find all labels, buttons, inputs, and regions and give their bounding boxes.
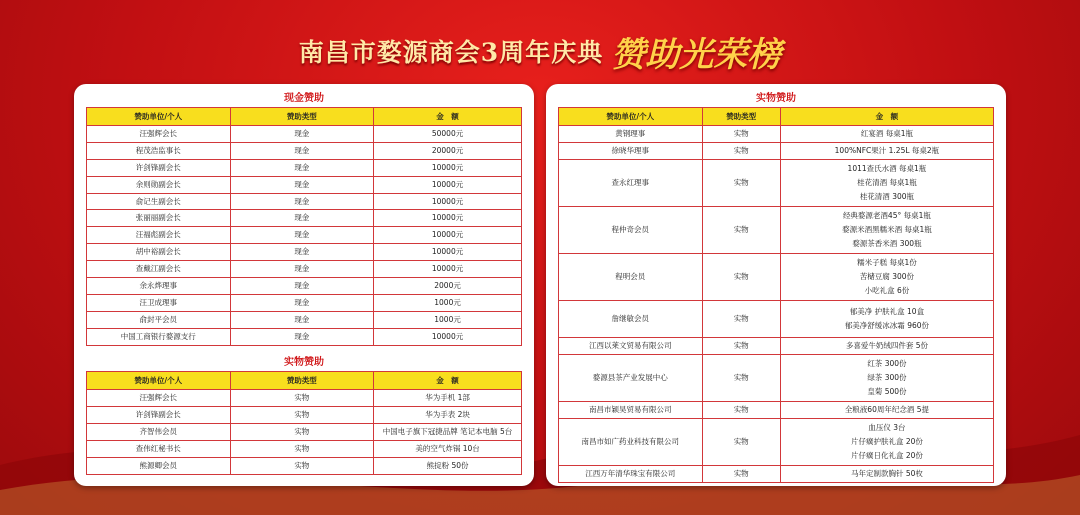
table-row bbox=[559, 419, 994, 466]
cell-type: 实物 bbox=[702, 160, 780, 207]
table-row bbox=[559, 207, 994, 254]
cell-sponsor: 南昌市如广药业科技有限公司 bbox=[559, 419, 703, 466]
cell-amount: 10000元 bbox=[374, 227, 522, 244]
col-amount: 金 额 bbox=[374, 371, 522, 389]
amount-line: 婺源茶香米酒 300瓶 bbox=[852, 239, 922, 248]
cell-amount: 1000元 bbox=[374, 294, 522, 311]
cell-amount bbox=[780, 207, 993, 254]
col-sponsor: 赞助单位/个人 bbox=[87, 108, 231, 126]
cell-sponsor: 中国工商银行婺源支行 bbox=[87, 328, 231, 345]
cell-amount: 10000元 bbox=[374, 159, 522, 176]
title-highlight: 赞助光荣榜 bbox=[611, 34, 782, 75]
cell-type: 现金 bbox=[230, 142, 374, 159]
amount-line: 100%NFC果汁 1.25L 每桌2瓶 bbox=[834, 146, 940, 155]
amount-line: 小吃礼盒 6份 bbox=[864, 286, 910, 295]
cell-type: 实物 bbox=[702, 402, 780, 419]
cell-amount bbox=[780, 160, 993, 207]
cell-sponsor: 胡中裕副会长 bbox=[87, 244, 231, 261]
cell-sponsor: 程茂浩监事长 bbox=[87, 142, 231, 159]
cell-amount: 20000元 bbox=[374, 142, 522, 159]
title-main: 南昌市婺源商会3周年庆典 bbox=[298, 38, 604, 67]
col-amount: 金 额 bbox=[374, 108, 522, 126]
amount-line: 片仔癀护肤礼盒 20份 bbox=[850, 437, 923, 446]
table-row bbox=[87, 294, 522, 311]
cell-type: 现金 bbox=[230, 261, 374, 278]
table-row bbox=[87, 126, 522, 143]
cell-sponsor: 南昌市颖昊贸易有限公司 bbox=[559, 402, 703, 419]
cell-amount: 10000元 bbox=[374, 193, 522, 210]
table-row bbox=[559, 160, 994, 207]
amount-line: 多喜爱牛奶绒四件套 5份 bbox=[845, 341, 928, 350]
cell-type: 实物 bbox=[230, 440, 374, 457]
table-row bbox=[87, 193, 522, 210]
cell-amount: 华为手表 2块 bbox=[374, 406, 522, 423]
cell-type: 实物 bbox=[230, 389, 374, 406]
table-row bbox=[559, 254, 994, 301]
col-sponsor: 赞助单位/个人 bbox=[87, 371, 231, 389]
table-row bbox=[559, 143, 994, 160]
cell-amount: 10000元 bbox=[374, 261, 522, 278]
goods-left-header-row bbox=[87, 371, 522, 389]
amount-line: 桂花清酒 每桌1瓶 bbox=[857, 178, 917, 187]
goods-right-header-row bbox=[559, 108, 994, 126]
cell-amount bbox=[780, 126, 993, 143]
cell-sponsor: 汪福彪副会长 bbox=[87, 227, 231, 244]
cell-type: 实物 bbox=[702, 466, 780, 483]
amount-line: 郁美净 护肤礼盒 10盒 bbox=[849, 307, 925, 316]
cell-type: 现金 bbox=[230, 176, 374, 193]
cell-amount bbox=[780, 355, 993, 402]
table-row bbox=[87, 176, 522, 193]
cell-sponsor: 余永烨理事 bbox=[87, 278, 231, 295]
cell-type: 实物 bbox=[230, 423, 374, 440]
cell-sponsor: 黄钢理事 bbox=[559, 126, 703, 143]
cell-amount: 1000元 bbox=[374, 311, 522, 328]
cell-amount bbox=[780, 143, 993, 160]
cell-type: 实物 bbox=[702, 207, 780, 254]
cell-sponsor: 熊源卿会员 bbox=[87, 457, 231, 474]
cell-amount bbox=[780, 466, 993, 483]
amount-line: 皇菊 500份 bbox=[867, 387, 907, 396]
cell-sponsor: 汪强辉会长 bbox=[87, 389, 231, 406]
cell-amount: 10000元 bbox=[374, 210, 522, 227]
amount-line: 苦槠豆腐 300份 bbox=[859, 272, 915, 281]
goods-right-table bbox=[558, 107, 994, 483]
goods-left-table bbox=[86, 371, 522, 475]
cell-type: 现金 bbox=[230, 227, 374, 244]
cell-type: 现金 bbox=[230, 126, 374, 143]
cell-sponsor: 程明会员 bbox=[559, 254, 703, 301]
cell-amount: 中国电子旗下冠捷品牌 笔记本电脑 5台 bbox=[374, 423, 522, 440]
cell-sponsor: 江西万年清华珠宝有限公司 bbox=[559, 466, 703, 483]
amount-line: 郁美净舒缓冰冰霜 960份 bbox=[844, 321, 930, 330]
goods-left-section-title: 实物赞助 bbox=[284, 356, 324, 368]
amount-line: 经典婺源老酒45° 每桌1瓶 bbox=[842, 211, 931, 220]
cell-type: 现金 bbox=[230, 278, 374, 295]
table-row bbox=[559, 402, 994, 419]
cell-sponsor: 俞封平会员 bbox=[87, 311, 231, 328]
table-row bbox=[87, 406, 522, 423]
left-panel bbox=[74, 84, 534, 486]
cell-amount: 2000元 bbox=[374, 278, 522, 295]
table-row bbox=[87, 457, 522, 474]
cell-type: 实物 bbox=[702, 419, 780, 466]
amount-line: 红茶 300份 bbox=[867, 359, 907, 368]
goods-right-section-title: 实物赞助 bbox=[756, 93, 796, 104]
cell-sponsor: 汪卫成理事 bbox=[87, 294, 231, 311]
cell-amount: 10000元 bbox=[374, 176, 522, 193]
table-row bbox=[87, 423, 522, 440]
table-row bbox=[559, 301, 994, 338]
amount-line: 马年定制款胸针 50枚 bbox=[850, 469, 923, 478]
cell-type: 实物 bbox=[702, 338, 780, 355]
cell-type: 实物 bbox=[702, 126, 780, 143]
cell-amount: 熊掟粉 50份 bbox=[374, 457, 522, 474]
cell-type: 现金 bbox=[230, 328, 374, 345]
cash-header-row bbox=[87, 108, 522, 126]
cell-type: 实物 bbox=[702, 301, 780, 338]
cell-type: 实物 bbox=[230, 406, 374, 423]
cell-type: 现金 bbox=[230, 244, 374, 261]
table-row bbox=[87, 261, 522, 278]
table-row bbox=[87, 227, 522, 244]
cell-sponsor: 查伟红秘书长 bbox=[87, 440, 231, 457]
table-row bbox=[87, 278, 522, 295]
amount-line: 血压仪 3台 bbox=[868, 423, 906, 432]
amount-line: 片仔癀日化礼盒 20份 bbox=[850, 451, 923, 460]
cash-section-title: 现金赞助 bbox=[284, 93, 324, 104]
table-row bbox=[559, 466, 994, 483]
cell-sponsor: 齐智伟会员 bbox=[87, 423, 231, 440]
cell-sponsor: 许剑锋副会长 bbox=[87, 159, 231, 176]
cell-amount: 华为手机 1部 bbox=[374, 389, 522, 406]
cell-type: 现金 bbox=[230, 210, 374, 227]
cell-sponsor: 詹继敏会员 bbox=[559, 301, 703, 338]
table-row bbox=[87, 328, 522, 345]
cell-amount: 10000元 bbox=[374, 244, 522, 261]
cell-type: 现金 bbox=[230, 294, 374, 311]
cell-sponsor: 汪强辉会长 bbox=[87, 126, 231, 143]
table-row bbox=[559, 355, 994, 402]
cell-amount bbox=[780, 402, 993, 419]
cell-sponsor: 余则勋副会长 bbox=[87, 176, 231, 193]
cell-sponsor: 许剑锋副会长 bbox=[87, 406, 231, 423]
table-row bbox=[87, 142, 522, 159]
amount-line: 全粮液60周年纪念酒 5提 bbox=[844, 405, 930, 414]
cell-sponsor: 张丽丽副会长 bbox=[87, 210, 231, 227]
amount-line: 糯米子糕 每桌1份 bbox=[857, 258, 917, 267]
cell-amount bbox=[780, 419, 993, 466]
table-row bbox=[87, 389, 522, 406]
cell-amount bbox=[780, 254, 993, 301]
cell-sponsor: 婺源县茶产业发展中心 bbox=[559, 355, 703, 402]
table-row bbox=[87, 210, 522, 227]
cell-amount bbox=[780, 301, 993, 338]
cell-sponsor: 俞记生副会长 bbox=[87, 193, 231, 210]
cell-amount bbox=[780, 338, 993, 355]
col-type: 赞助类型 bbox=[230, 108, 374, 126]
cell-sponsor: 查戴江副会长 bbox=[87, 261, 231, 278]
right-panel bbox=[546, 84, 1006, 486]
cell-type: 实物 bbox=[702, 355, 780, 402]
cell-amount: 美的空气炸锅 10台 bbox=[374, 440, 522, 457]
cash-table bbox=[86, 107, 522, 346]
cell-type: 实物 bbox=[702, 143, 780, 160]
cell-amount: 10000元 bbox=[374, 328, 522, 345]
cell-sponsor: 徐晓华理事 bbox=[559, 143, 703, 160]
cell-sponsor: 查永红理事 bbox=[559, 160, 703, 207]
amount-line: 红宴酒 每桌1瓶 bbox=[860, 129, 913, 138]
amount-line: 婺源米酒黑糯米酒 每桌1瓶 bbox=[842, 225, 932, 234]
table-row bbox=[559, 126, 994, 143]
table-row bbox=[87, 311, 522, 328]
table-row bbox=[87, 440, 522, 457]
table-row bbox=[559, 338, 994, 355]
cell-type: 现金 bbox=[230, 193, 374, 210]
amount-line: 1011查氏水酒 每桌1瓶 bbox=[847, 164, 927, 173]
cell-amount: 50000元 bbox=[374, 126, 522, 143]
table-row bbox=[87, 244, 522, 261]
amount-line: 桂花清酒 300瓶 bbox=[859, 192, 915, 201]
col-amount: 金 额 bbox=[780, 108, 993, 126]
cell-type: 实物 bbox=[702, 254, 780, 301]
col-type: 赞助类型 bbox=[702, 108, 780, 126]
amount-line: 绿茶 300份 bbox=[867, 373, 907, 382]
cell-sponsor: 程仲奇会员 bbox=[559, 207, 703, 254]
cell-type: 实物 bbox=[230, 457, 374, 474]
table-row bbox=[87, 159, 522, 176]
cell-sponsor: 江西以莱文贸易有限公司 bbox=[559, 338, 703, 355]
cell-type: 现金 bbox=[230, 159, 374, 176]
cell-type: 现金 bbox=[230, 311, 374, 328]
page-title bbox=[0, 26, 1080, 76]
col-type: 赞助类型 bbox=[230, 371, 374, 389]
col-sponsor: 赞助单位/个人 bbox=[559, 108, 703, 126]
